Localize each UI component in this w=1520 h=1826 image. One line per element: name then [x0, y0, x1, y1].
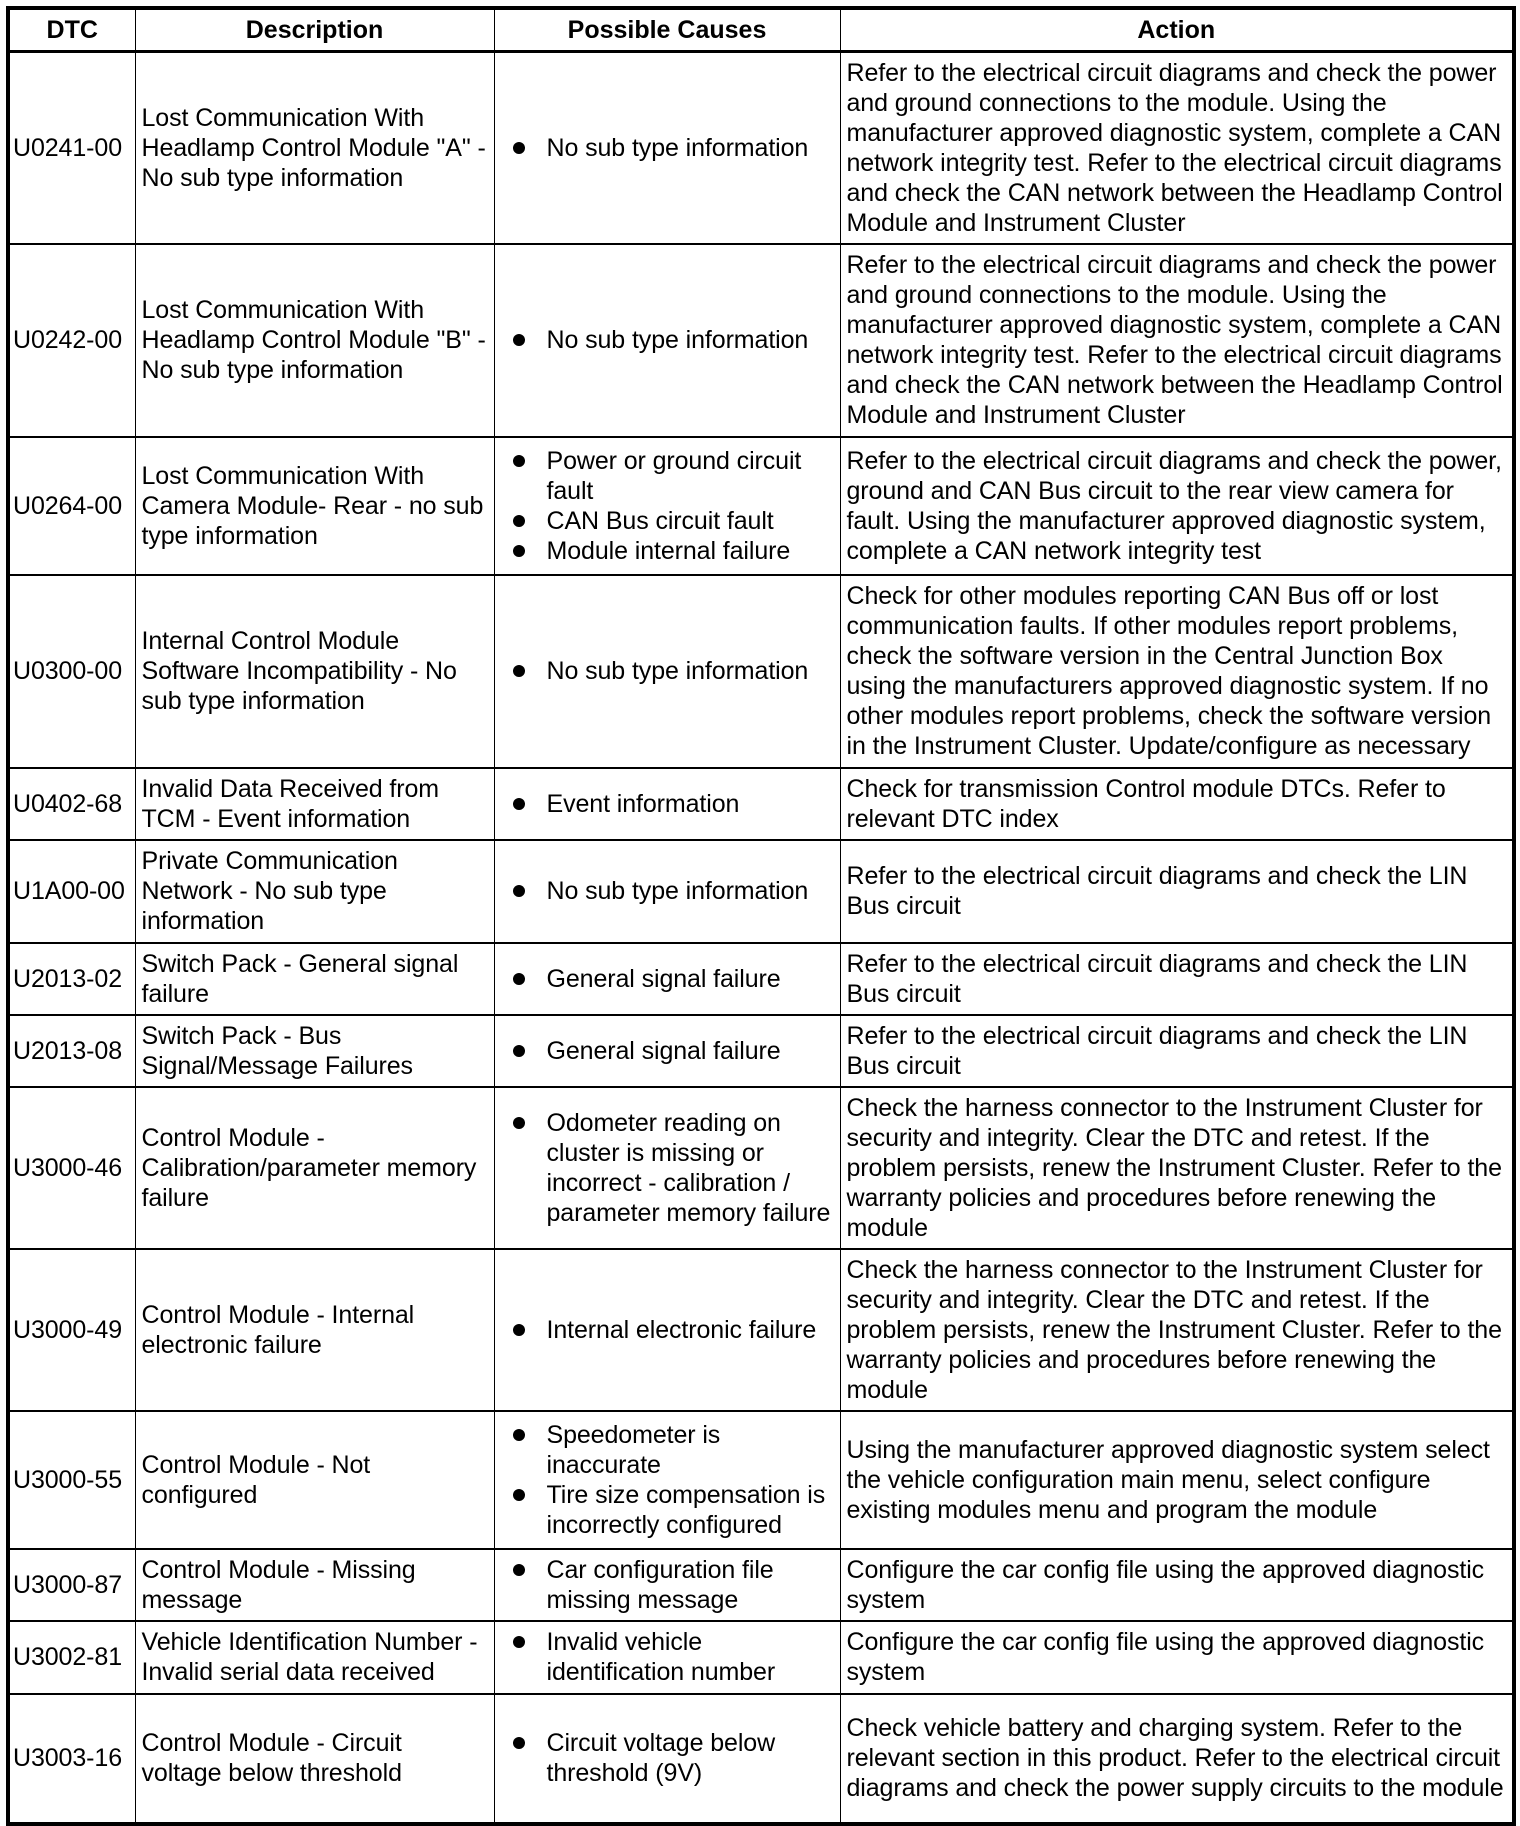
possible-cause-item: [509, 1480, 836, 1540]
dtc-code: U2013-02: [8, 943, 135, 1015]
possible-cause-item: [509, 876, 836, 906]
possible-cause-text: No sub type information: [546, 877, 809, 905]
table-row: [8, 768, 1514, 840]
dtc-action: Check for transmission Control module DTCs. Refer to relevant DTC index: [840, 768, 1514, 840]
dtc-code: U0300-00: [8, 575, 135, 768]
possible-cause-text: Power or ground circuit fault: [546, 446, 802, 505]
possible-cause-text: Module internal failure: [546, 536, 791, 565]
possible-cause-text: General signal failure: [546, 964, 781, 993]
bullet-icon: [513, 665, 525, 677]
dtc-action: Refer to the electrical circuit diagrams and check the power and ground connections to the module. Using the manufacturer approved diagnostic system, complete a CAN network integrity test. Refer to the electrical circuit diagrams and check the CAN network between the Headlamp Control Module and Instrument Cluster: [840, 244, 1514, 437]
dtc-action: Check vehicle battery and charging system. Refer to the relevant section in this product. Refer to the electrical circuit diagrams and check the power supply circuits to the module: [840, 1694, 1514, 1824]
dtc-code: U3000-55: [8, 1411, 135, 1549]
dtc-description: Vehicle Identification Number - Invalid serial data received: [135, 1621, 494, 1694]
dtc-code: U3000-87: [8, 1549, 135, 1621]
possible-cause-text: No sub type information: [546, 326, 809, 354]
dtc-action: Refer to the electrical circuit diagrams and check the LIN Bus circuit: [840, 943, 1514, 1015]
possible-causes-cell: [494, 768, 840, 840]
dtc-description: Control Module - Circuit voltage below threshold: [135, 1694, 494, 1824]
dtc-code: U0402-68: [8, 768, 135, 840]
possible-causes-list: [509, 1315, 836, 1345]
possible-cause-item: [509, 506, 836, 536]
possible-cause-item: [509, 1315, 836, 1345]
possible-causes-cell: [494, 840, 840, 943]
bullet-icon: [513, 142, 525, 154]
possible-cause-text: Circuit voltage below threshold (9V): [546, 1729, 776, 1787]
bullet-icon: [513, 1324, 525, 1336]
bullet-icon: [513, 1636, 525, 1648]
dtc-action: Check the harness connector to the Instrument Cluster for security and integrity. Clear the DTC and retest. If the problem persists, renew the Instrument Cluster. Refer to the warranty policies and procedures before renewing the module: [840, 1087, 1514, 1249]
bullet-icon: [513, 798, 525, 810]
dtc-action: Configure the car config file using the approved diagnostic system: [840, 1621, 1514, 1694]
possible-cause-text: Internal electronic failure: [546, 1315, 817, 1344]
possible-cause-text: No sub type information: [546, 657, 809, 685]
dtc-action: Refer to the electrical circuit diagrams and check the LIN Bus circuit: [840, 1015, 1514, 1087]
possible-causes-cell: [494, 1694, 840, 1824]
dtc-description: Control Module - Not configured: [135, 1411, 494, 1549]
dtc-action: Using the manufacturer approved diagnostic system select the vehicle configuration main menu, select configure existing modules menu and program the module: [840, 1411, 1514, 1549]
bullet-icon: [513, 545, 525, 557]
dtc-description: Invalid Data Received from TCM - Event information: [135, 768, 494, 840]
dtc-code: U0242-00: [8, 244, 135, 437]
table-row: [8, 437, 1514, 575]
dtc-table-container: [6, 6, 1516, 1826]
bullet-icon: [513, 334, 525, 346]
dtc-code: U0264-00: [8, 437, 135, 575]
possible-cause-text: General signal failure: [546, 1036, 781, 1065]
possible-cause-item: [509, 1555, 836, 1615]
dtc-code: U3003-16: [8, 1694, 135, 1824]
table-header-row: [8, 8, 1514, 52]
table-row: [8, 1411, 1514, 1549]
bullet-icon: [513, 455, 525, 467]
possible-causes-cell: [494, 575, 840, 768]
header-action: Action: [840, 8, 1514, 52]
possible-cause-item: [509, 325, 836, 355]
dtc-action: Configure the car config file using the approved diagnostic system: [840, 1549, 1514, 1621]
header-description: Description: [135, 8, 494, 52]
bullet-icon: [513, 885, 525, 897]
possible-cause-item: [509, 1108, 836, 1228]
dtc-action: Check for other modules reporting CAN Bus off or lost communication faults. If other modules report problems, check the software version in the Central Junction Box using the manufacturers approved diagnostic system. If no other modules report problems, check the software version in the Instrument Cluster. Update/configure as necessary: [840, 575, 1514, 768]
dtc-description: Switch Pack - General signal failure: [135, 943, 494, 1015]
dtc-code: U2013-08: [8, 1015, 135, 1087]
bullet-icon: [513, 1117, 525, 1129]
bullet-icon: [513, 1489, 525, 1501]
table-row: [8, 1015, 1514, 1087]
table-row: [8, 1621, 1514, 1694]
possible-cause-text: Event information: [546, 789, 740, 818]
possible-causes-list: [509, 1627, 836, 1687]
dtc-description: Control Module - Internal electronic failure: [135, 1249, 494, 1411]
possible-cause-text: Invalid vehicle identification number: [546, 1628, 776, 1686]
possible-causes-cell: [494, 1411, 840, 1549]
possible-cause-item: [509, 964, 836, 994]
table-row: [8, 1694, 1514, 1824]
dtc-code: U3000-46: [8, 1087, 135, 1249]
possible-causes-cell: [494, 437, 840, 575]
table-row: [8, 575, 1514, 768]
possible-causes-list: [509, 1420, 836, 1540]
possible-causes-list: [509, 876, 836, 906]
possible-causes-cell: [494, 244, 840, 437]
possible-cause-text: Car configuration file missing message: [546, 1555, 774, 1614]
possible-cause-item: [509, 1036, 836, 1066]
dtc-code: U0241-00: [8, 52, 135, 244]
bullet-icon: [513, 973, 525, 985]
dtc-description: Lost Communication With Headlamp Control Module "B" - No sub type information: [135, 244, 494, 437]
bullet-icon: [513, 1564, 525, 1576]
possible-causes-cell: [494, 1549, 840, 1621]
possible-causes-cell: [494, 52, 840, 244]
possible-cause-text: Tire size compensation is incorrectly configured: [546, 1480, 826, 1539]
dtc-action: Refer to the electrical circuit diagrams and check the power and ground connections to the module. Using the manufacturer approved diagnostic system, complete a CAN network integrity test. Refer to the electrical circuit diagrams and check the CAN network between the Headlamp Control Module and Instrument Cluster: [840, 52, 1514, 244]
possible-cause-text: Odometer reading on cluster is missing or incorrect - calibration / parameter memory failure: [546, 1108, 831, 1227]
dtc-action: Refer to the electrical circuit diagrams and check the LIN Bus circuit: [840, 840, 1514, 943]
possible-causes-list: [509, 656, 836, 686]
dtc-description: Lost Communication With Headlamp Control Module "A" - No sub type information: [135, 52, 494, 244]
table-row: [8, 244, 1514, 437]
possible-causes-list: [509, 964, 836, 994]
possible-causes-list: [509, 446, 836, 566]
dtc-action: Check the harness connector to the Instrument Cluster for security and integrity. Clear the DTC and retest. If the problem persists, renew the Instrument Cluster. Refer to the warranty policies and procedures before renewing the module: [840, 1249, 1514, 1411]
possible-cause-item: [509, 133, 836, 163]
dtc-code: U3002-81: [8, 1621, 135, 1694]
possible-causes-cell: [494, 943, 840, 1015]
possible-causes-cell: [494, 1249, 840, 1411]
table-row: [8, 840, 1514, 943]
dtc-description: Internal Control Module Software Incompatibility - No sub type information: [135, 575, 494, 768]
dtc-table: [6, 6, 1516, 1826]
table-row: [8, 1549, 1514, 1621]
possible-cause-text: Speedometer is inaccurate: [546, 1420, 721, 1479]
table-row: [8, 1087, 1514, 1249]
possible-cause-item: [509, 1627, 836, 1687]
table-row: [8, 943, 1514, 1015]
dtc-action: Refer to the electrical circuit diagrams and check the power, ground and CAN Bus circuit to the rear view camera for fault. Using the manufacturer approved diagnostic system, complete a CAN network integrity test: [840, 437, 1514, 575]
possible-cause-item: [509, 446, 836, 506]
possible-causes-list: [509, 1555, 836, 1615]
dtc-description: Lost Communication With Camera Module- Rear - no sub type information: [135, 437, 494, 575]
possible-causes-list: [509, 1728, 836, 1788]
possible-cause-item: [509, 656, 836, 686]
dtc-description: Control Module - Missing message: [135, 1549, 494, 1621]
dtc-code: U1A00-00: [8, 840, 135, 943]
possible-causes-list: [509, 133, 836, 163]
possible-cause-text: CAN Bus circuit fault: [546, 506, 774, 535]
possible-cause-item: [509, 789, 836, 819]
bullet-icon: [513, 1737, 525, 1749]
header-dtc: DTC: [8, 8, 135, 52]
bullet-icon: [513, 1045, 525, 1057]
header-possible-causes: Possible Causes: [494, 8, 840, 52]
bullet-icon: [513, 515, 525, 527]
possible-causes-list: [509, 1036, 836, 1066]
table-row: [8, 1249, 1514, 1411]
possible-cause-item: [509, 1420, 836, 1480]
possible-causes-cell: [494, 1087, 840, 1249]
dtc-description: Control Module - Calibration/parameter memory failure: [135, 1087, 494, 1249]
dtc-description: Private Communication Network - No sub type information: [135, 840, 494, 943]
bullet-icon: [513, 1429, 525, 1441]
possible-causes-list: [509, 789, 836, 819]
possible-cause-item: [509, 1728, 836, 1788]
possible-causes-list: [509, 1108, 836, 1228]
possible-causes-list: [509, 325, 836, 355]
table-row: [8, 52, 1514, 244]
possible-causes-cell: [494, 1621, 840, 1694]
possible-cause-text: No sub type information: [546, 133, 809, 162]
possible-causes-cell: [494, 1015, 840, 1087]
dtc-code: U3000-49: [8, 1249, 135, 1411]
possible-cause-item: [509, 536, 836, 566]
dtc-description: Switch Pack - Bus Signal/Message Failures: [135, 1015, 494, 1087]
